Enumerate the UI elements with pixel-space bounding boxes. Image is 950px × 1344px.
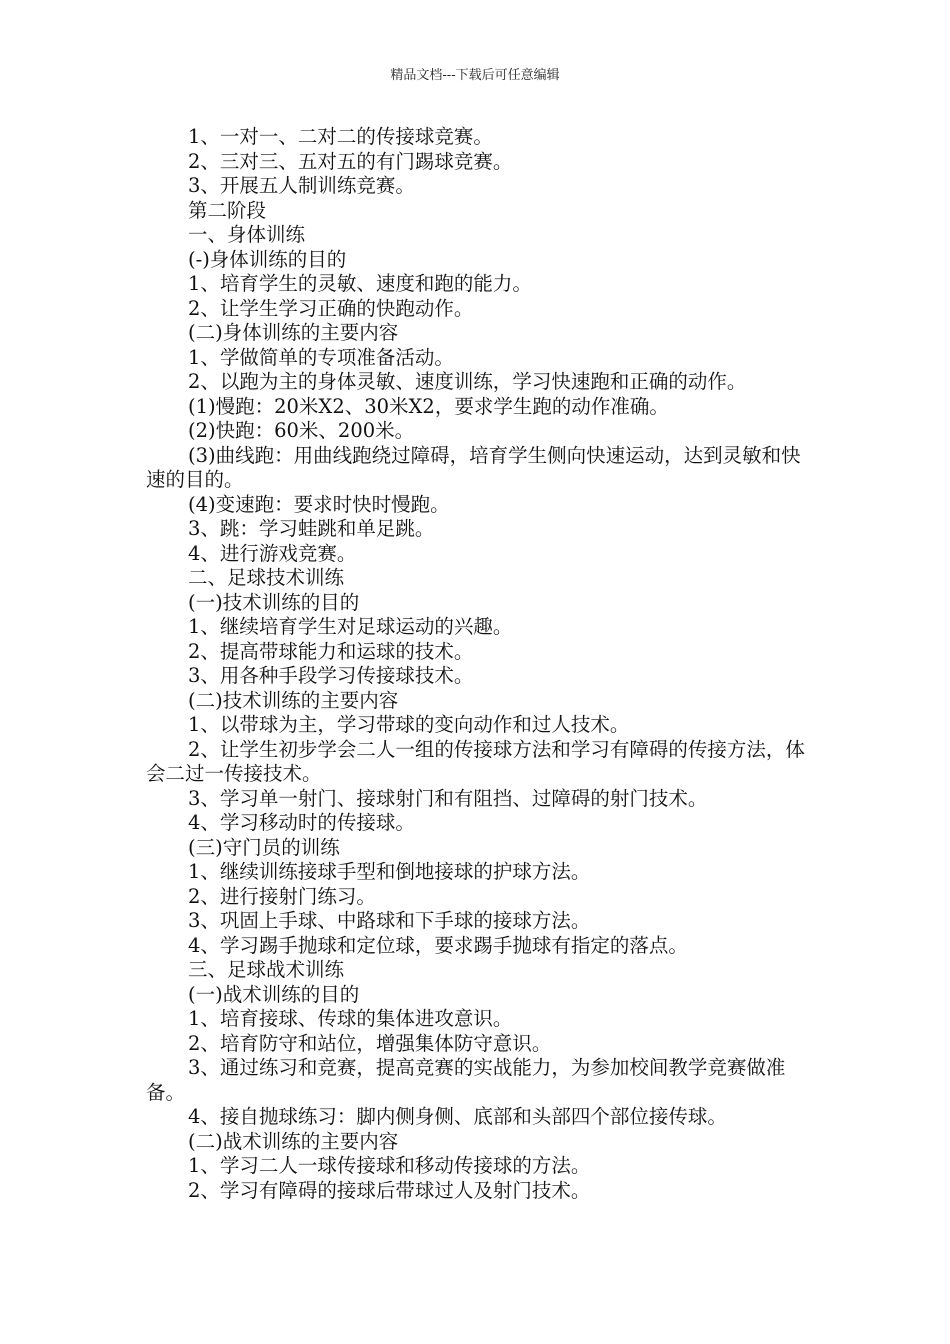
subsection-heading: (三)守门员的训练	[188, 835, 340, 859]
paragraph: 2、三对三、五对五的有门踢球竞赛。	[188, 149, 513, 173]
paragraph: 1、培育接球、传球的集体进攻意识。	[188, 1007, 513, 1030]
paragraph: 4、学习移动时的传接球。	[188, 811, 415, 834]
paragraph: 2、以跑为主的身体灵敏、速度训练，学习快速跑和正确的动作。	[188, 370, 747, 393]
subsection-heading: (二)技术训练的主要内容	[188, 688, 399, 712]
paragraph: 4、接自抛球练习：脚内侧身侧、底部和头部四个部位接传球。	[188, 1105, 727, 1128]
paragraph: (3)曲线跑：用曲线跑绕过障碍，培育学生侧向快速运动，达到灵敏和快速的目的。	[146, 443, 801, 491]
paragraph: 2、学习有障碍的接球后带球过人及射门技术。	[188, 1178, 591, 1202]
section-heading: 一、身体训练	[188, 223, 306, 246]
paragraph: 3、巩固上手球、中路球和下手球的接球方法。	[188, 909, 591, 932]
page-header: 精品文档---下载后可任意编辑	[390, 68, 560, 83]
paragraph: 2、培育防守和站位，增强集体防守意识。	[188, 1031, 552, 1055]
paragraph: 1、一对一、二对二的传接球竞赛。	[188, 125, 493, 148]
section-heading: 第二阶段	[188, 198, 267, 222]
paragraph: 3、学习单一射门、接球射门和有阻挡、过障碍的射门技术。	[188, 786, 708, 810]
paragraph: 1、学习二人一球传接球和移动传接球的方法。	[188, 1154, 591, 1177]
paragraph: (4)变速跑：要求时快时慢跑。	[188, 492, 450, 516]
subsection-heading: (一)战术训练的目的	[188, 982, 360, 1006]
subsection-heading: (二)战术训练的主要内容	[188, 1129, 399, 1153]
paragraph: 2、让学生初步学会二人一组的传接球方法和学习有障碍的传接方法，体会二过一传接技术。	[146, 737, 805, 785]
subsection-heading: (二)身体训练的主要内容	[188, 321, 399, 344]
paragraph: 1、学做简单的专项准备活动。	[188, 345, 454, 369]
paragraph: (1)慢跑：20米X2、30米X2，要求学生跑的动作准确。	[188, 394, 669, 418]
paragraph: 3、开展五人制训练竞赛。	[188, 174, 415, 197]
paragraph: 1、继续训练接球手型和倒地接球的护球方法。	[188, 860, 591, 883]
paragraph: 3、跳：学习蛙跳和单足跳。	[188, 517, 435, 540]
paragraph: 1、培育学生的灵敏、速度和跑的能力。	[188, 272, 532, 295]
paragraph: 3、通过练习和竞赛，提高竞赛的实战能力，为参加校间教学竞赛做准备。	[146, 1056, 786, 1104]
paragraph: 1、以带球为主，学习带球的变向动作和过人技术。	[188, 713, 630, 736]
paragraph: 2、让学生学习正确的快跑动作。	[188, 296, 474, 320]
section-heading: 二、足球技术训练	[188, 566, 345, 589]
document-body	[146, 125, 818, 1203]
subsection-heading: (一)技术训练的目的	[188, 590, 360, 614]
section-heading: 三、足球战术训练	[188, 958, 345, 981]
paragraph: 4、进行游戏竞赛。	[188, 541, 357, 565]
paragraph: (2)快跑：60米、200米。	[188, 419, 415, 442]
paragraph: 3、用各种手段学习传接球技术。	[188, 664, 474, 687]
paragraph: 1、继续培育学生对足球运动的兴趣。	[188, 615, 513, 638]
paragraph: 2、提高带球能力和运球的技术。	[188, 639, 474, 663]
subsection-heading: (-)身体训练的目的	[188, 247, 347, 271]
paragraph: 4、学习踢手抛球和定位球，要求踢手抛球有指定的落点。	[188, 933, 688, 957]
paragraph: 2、进行接射门练习。	[188, 884, 376, 908]
